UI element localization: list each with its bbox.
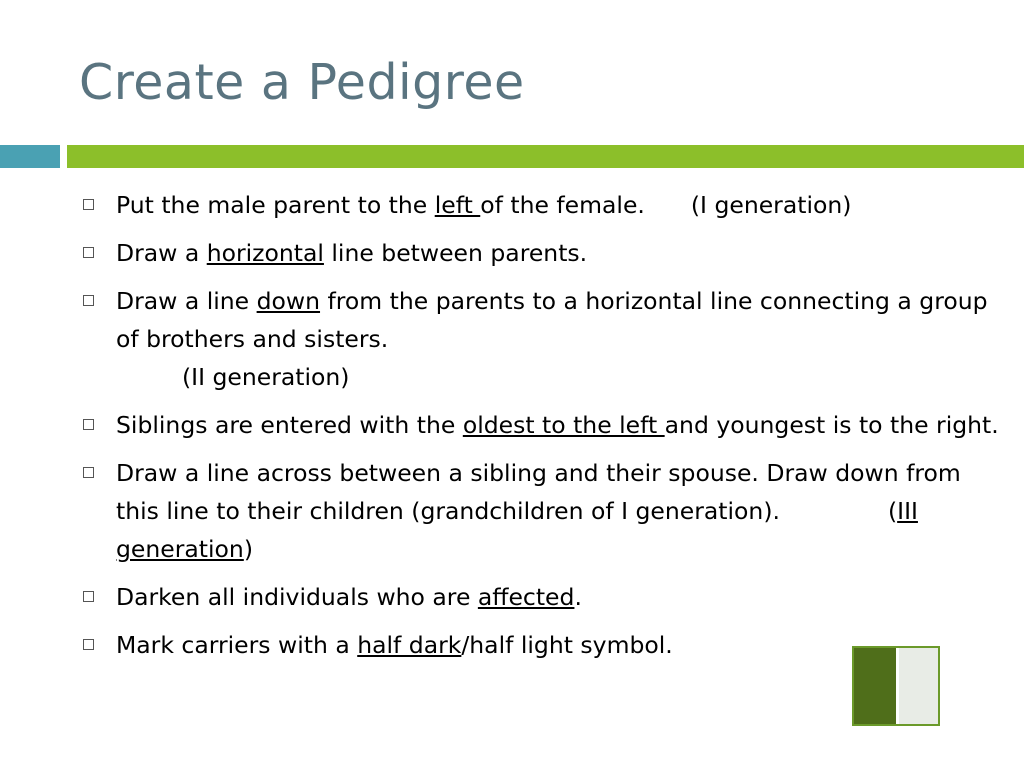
carrier-symbol-icon xyxy=(852,646,940,726)
bullet-square-icon xyxy=(83,247,94,258)
slide-title: Create a Pedigree xyxy=(79,54,525,111)
bullet-item: Put the male parent to the left of the female. (I generation) xyxy=(80,186,1000,224)
bullet-item: Draw a horizontal line between parents. xyxy=(80,234,1000,272)
bullet-square-icon xyxy=(83,295,94,306)
header-band-green xyxy=(67,145,1024,168)
bullet-square-icon xyxy=(83,199,94,210)
bullet-item: Draw a line across between a sibling and their spouse. Draw down from this line to their children (grandchildren of I generation). (III generation) xyxy=(80,454,1000,568)
bullet-item: Siblings are entered with the oldest to the left and youngest is to the right. xyxy=(80,406,1000,444)
bullet-square-icon xyxy=(83,591,94,602)
bullet-item: Draw a line down from the parents to a horizontal line connecting a group of brothers and sisters. (II generation) xyxy=(80,282,1000,396)
bullet-list xyxy=(80,186,1000,674)
bullet-item: Darken all individuals who are affected. xyxy=(80,578,1000,616)
bullet-square-icon xyxy=(83,419,94,430)
bullet-item: Mark carriers with a half dark/half light symbol. xyxy=(80,626,1000,664)
bullet-square-icon xyxy=(83,639,94,650)
header-band-teal xyxy=(0,145,60,168)
bullet-square-icon xyxy=(83,467,94,478)
symbol-light-half xyxy=(899,648,938,724)
symbol-dark-half xyxy=(854,648,899,724)
